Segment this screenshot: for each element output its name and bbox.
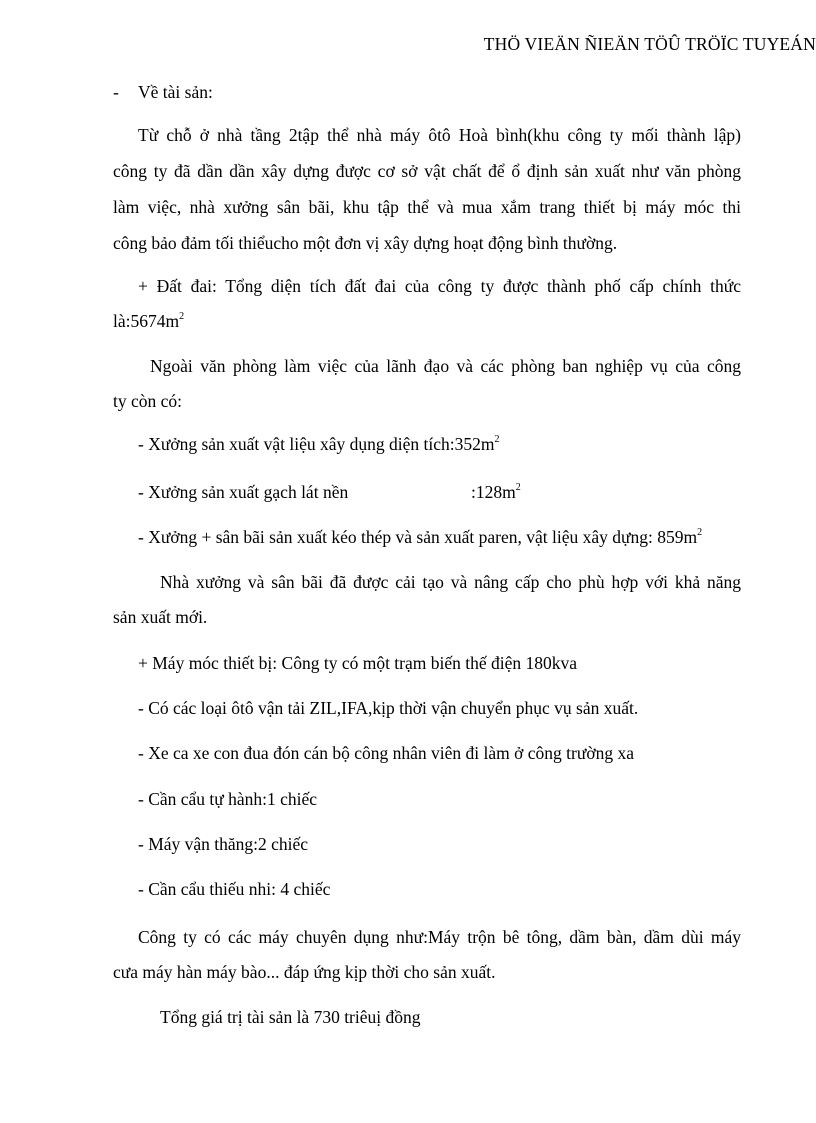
workshop-item-3: - Xưởng + sân bãi sản xuất kéo thép và sản xuất paren, vật liệu xây dựng: $859m^2$: [138, 527, 703, 547]
total-assets: Tổng giá trị tài sản là 730 triêuị đồng: [160, 1007, 421, 1027]
land-line-1: + Đất đai: Tổng diện tích đất đai của công ty được thành phố cấp chính thức: [138, 276, 741, 296]
superscript: 2: [494, 434, 500, 445]
workshop-item-2-label: - Xưởng sản xuất gạch lát nền: [138, 482, 349, 502]
paragraph-1-line-2: công ty đã dần dần xây dựng được cơ sở vật chất để ổ định sản xuất như văn phòng: [113, 161, 741, 181]
paragraph-3-line-2: sản xuất mới.: [113, 607, 208, 627]
paragraph-1-line-3: làm việc, nhà xưởng sân bãi, khu tập thể và mua xắm trang thiết bị máy móc thi: [113, 197, 741, 217]
equipment-item-1: + Máy móc thiết bị: Công ty có một trạm biến thế điện 180kva: [138, 653, 578, 673]
equipment-item-3: - Xe ca xe con đua đón cán bộ công nhân viên đi làm ở công trường xa: [138, 743, 634, 763]
workshop-item-1: - Xưởng sản xuất vật liệu xây dụng diện $tích:352m^2$: [138, 434, 500, 454]
superscript: 2: [515, 482, 521, 493]
equipment-item-4: - Cần cẩu tự hành:1 chiếc: [138, 789, 318, 809]
equipment-item-6: - Cần cẩu thiếu nhi: 4 chiếc: [138, 879, 331, 899]
land-line-2: $là:5674m^2$: [113, 311, 185, 331]
section-heading: Về tài sản:: [138, 82, 213, 102]
paragraph-2-line-1: Ngoài văn phòng làm việc của lãnh đạo và các phòng ban nghiệp vụ của công: [150, 356, 741, 376]
superscript: 2: [697, 527, 703, 538]
paragraph-4-line-1: Công ty có các máy chuyên dụng như:Máy trộn bê tông, dầm bàn, dầm dùi máy: [138, 927, 741, 947]
equipment-item-2: - Có các loại ôtô vận tải ZIL,IFA,kịp thời vận chuyển phục vụ sản xuất.: [138, 698, 639, 718]
equipment-item-5: - Máy vận thăng:2 chiếc: [138, 834, 309, 854]
paragraph-2-line-2: ty còn có:: [113, 391, 183, 411]
paragraph-3-line-1: Nhà xưởng và sân bãi đã được cải tạo và nâng cấp cho phù hợp với khả năng: [160, 572, 741, 592]
paragraph-4-line-2: cưa máy hàn máy bào... đáp ứng kịp thời cho sản xuất.: [113, 962, 496, 982]
heading-dash: -: [113, 82, 119, 102]
superscript: 2: [179, 311, 185, 322]
paragraph-1-line-1: Từ chỗ ở nhà tầng 2tập thể nhà máy ôtô Hoà bình(khu công ty mối thành lập): [138, 125, 741, 145]
paragraph-1-line-4: công bảo đảm tối thiểucho một đơn vị xây dựng hoạt động bình thường.: [113, 233, 618, 253]
workshop-item-2-value: $:128m^2$: [471, 482, 521, 502]
page-header: THÖ VIEÄN ÑIEÄN TÖÛ TRÖÏC TUYEÁN: [483, 34, 816, 54]
